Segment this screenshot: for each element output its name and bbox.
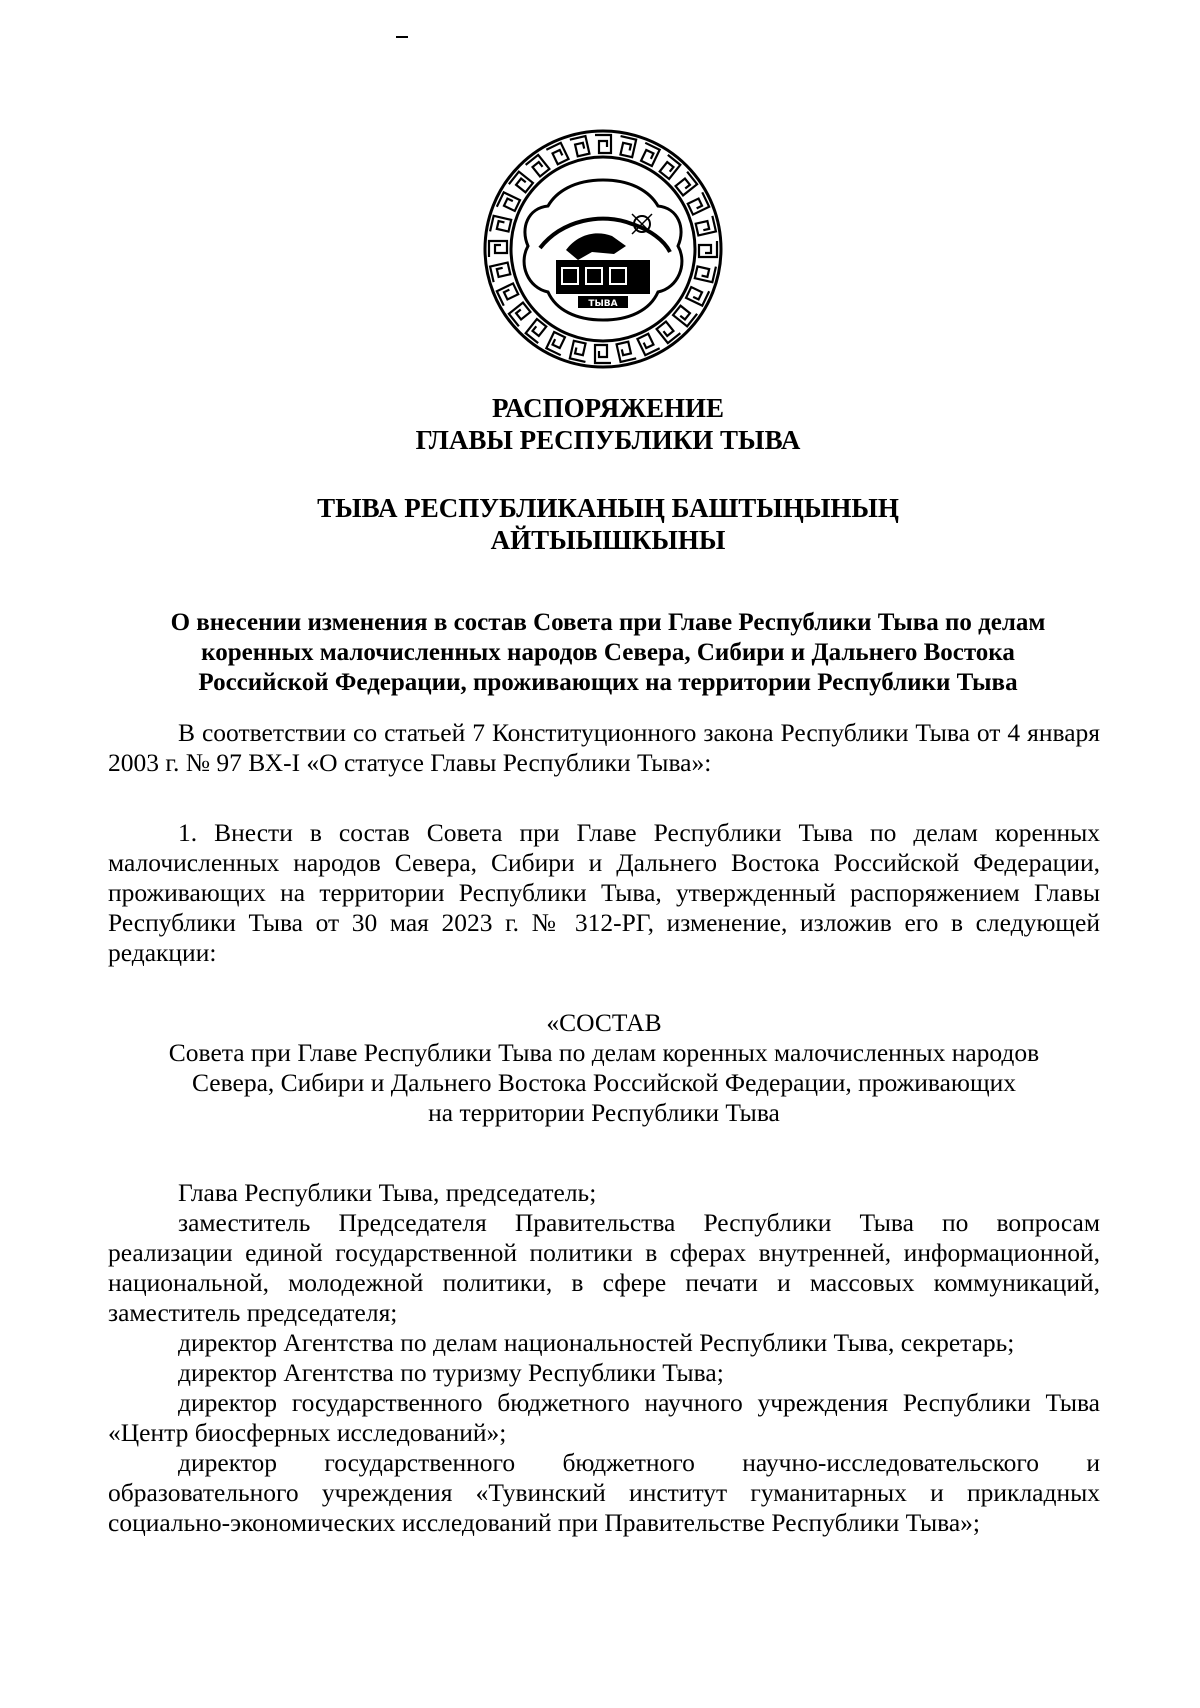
members-list: [108, 1178, 1100, 1538]
meander-segment: [637, 332, 659, 355]
subject-line: О внесении изменения в состав Совета при Главе Республики Тыва по делам: [170, 609, 1046, 636]
order-item-1: [108, 818, 1100, 968]
title-ru-line: РАСПОРЯЖЕНИЕ: [491, 393, 725, 423]
subject-line: коренных малочисленных народов Севера, Сибири и Дальнего Востока: [201, 639, 1015, 666]
title-tv-line: АЙТЫЫШКЫНЫ: [490, 525, 726, 555]
title-ru-line: ГЛАВЫ РЕСПУБЛИКИ ТЫВА: [415, 425, 801, 455]
meander-segment: [617, 341, 637, 362]
document-title-ru: [108, 392, 1108, 456]
subject-line: Российской Федерации, проживающих на территории Республики Тыва: [198, 669, 1018, 696]
composition-heading: [108, 1008, 1100, 1128]
meander-segment: [497, 283, 520, 305]
composition-title: «СОСТАВ: [546, 1008, 662, 1037]
composition-line: Севера, Сибири и Дальнего Востока Российской Федерации, проживающих: [191, 1068, 1016, 1097]
meander-segment: [490, 216, 511, 236]
meander-segment: [686, 283, 709, 305]
svg-text:ТЫВА: ТЫВА: [588, 299, 618, 309]
meander-segment: [595, 345, 611, 363]
member-entry: заместитель Председателя Правительства Республики Тыва по вопросам реализации единой государственной политики в сферах внутренней, информационной, национальной, молодежной политики, в сфере печати и массовых коммуникаций, заместитель председателя;: [108, 1208, 1100, 1327]
preamble-paragraph: В соответствии со статьей 7 Конституционного закона Республики Тыва от 4 января 2003 г. № 97 ВХ-I «О статусе Главы Республики Тыва»:: [108, 718, 1100, 777]
meander-segment: [546, 332, 568, 355]
document-subject: [108, 608, 1108, 698]
meander-segment: [617, 136, 637, 157]
meander-segment: [490, 263, 511, 283]
member-entry: директор Агентства по делам национальностей Республики Тыва, секретарь;: [178, 1328, 1015, 1357]
member-entry: Глава Республики Тыва, председатель;: [178, 1178, 597, 1207]
member-entry: директор государственного бюджетного научного учреждения Республики Тыва «Центр биосферных исследований»;: [108, 1388, 1100, 1447]
member-entry: директор Агентства по туризму Республики Тыва;: [178, 1358, 724, 1387]
meander-segment: [699, 241, 717, 257]
meander-segment: [637, 143, 659, 166]
meander-segment: [570, 136, 590, 157]
composition-line: на территории Республики Тыва: [428, 1098, 780, 1127]
composition-line: Совета при Главе Республики Тыва по делам коренных малочисленных народов: [168, 1038, 1040, 1067]
meander-segment: [497, 192, 520, 214]
meander-segment: [546, 143, 568, 166]
member-entry: директор государственного бюджетного научно-исследовательского и образовательного учреждения «Тувинский институт гуманитарных и прикладных социально-экономических исследований при Правительстве Республики Тыва»;: [108, 1448, 1100, 1537]
meander-segment: [489, 241, 507, 257]
meander-segment: [695, 216, 716, 236]
coat-of-arms-emblem: [482, 128, 724, 370]
meander-segment: [595, 135, 611, 153]
document-title-tv: [108, 492, 1108, 556]
item-paragraph: 1. Внести в состав Совета при Главе Республики Тыва по делам коренных малочисленных народов Севера, Сибири и Дальнего Востока Российской Федерации, проживающих на территории Республики Тыва, утвержденный распоряжением Главы Республики Тыва от 30 мая 2023 г. № 312-РГ, изменение, изложив его в следующей редакции:: [108, 818, 1100, 967]
meander-segment: [695, 263, 716, 283]
meander-segment: [570, 341, 590, 362]
top-mark: [396, 36, 408, 38]
meander-segment: [686, 192, 709, 214]
preamble: [108, 718, 1100, 778]
title-tv-line: ТЫВА РЕСПУБЛИКАНЫҢ БАШТЫҢЫНЫҢ: [317, 493, 899, 523]
